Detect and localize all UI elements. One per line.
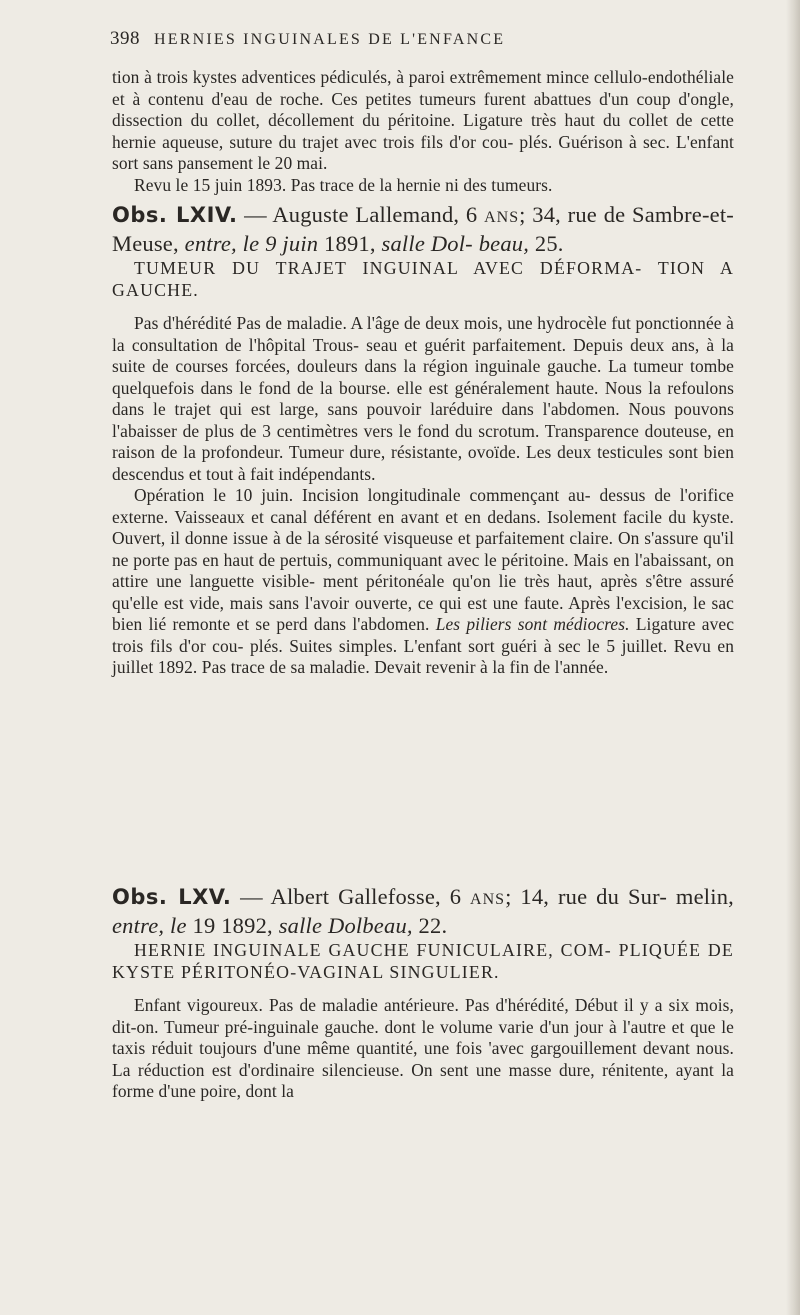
- page-number: 398: [110, 28, 140, 49]
- obs64-title: TUMEUR DU TRAJET INGUINAL AVEC DÉFORMA- TION A GAUCHE.: [112, 258, 734, 300]
- obs64-ans: ans: [484, 202, 520, 227]
- obs64-patient: Auguste Lallemand, 6: [272, 202, 485, 227]
- running-title: HERNIES INGUINALES DE L'ENFANCE: [154, 31, 506, 48]
- obs64-admission: entre, le 9 juin: [184, 230, 319, 256]
- obs64-history: Pas d'hérédité Pas de maladie. A l'âge de deux mois, une hydrocèle fut ponctionnée à la consultation de l'hôpital Trous- seau et guérit parfaitement. Depuis deux ans, à la suite de courses forcées, douleurs dans la région inguinale gauche. La tumeur tombe quelquefois dans le fond de la bourse. elle est généralement haute. Nous la refoulons dans le trajet qui est large, sans pouvoir laréduire dans l'abdomen. Nous pouvons l'abaisser de plus de 3 centimètres vers le fond du scrotum. Transparence douteuse, en raison de la profondeur. Tumeur dure, résistante, ovoïde. Les deux testicules sont bien descendus et tout à fait indépendants.: [112, 313, 734, 484]
- obs65-admission: entre, le: [112, 912, 187, 938]
- obs64-operation-part-a: Opération le 10 juin. Incision longitudinale commençant au- dessus de l'orifice externe. Vaisseaux et canal déférent en avant et en dedans. Isolement facile du kyste. Ouvert, il donne issue à de la sérosité visqueuse et parfaitement claire. On s'assure qu'il ne porte pas en haut de pertuis, communiquant avec le péritoine. Mais en l'abaissant, on attire une languette visible- ment péritonéale qu'on lie très haut, après s'être assuré qu'elle est vide, mais sans l'avoir ouverte, ce qui est une faute. Après l'excision, le sac bien lié remonte et se perd dans l'abdomen.: [112, 485, 734, 634]
- running-head: [110, 28, 730, 50]
- obs64-number: Obs. LXIV.: [112, 203, 238, 227]
- obs65-dash: —: [231, 884, 271, 909]
- obs64-heading: [112, 201, 734, 257]
- obs64-dash: —: [237, 202, 273, 227]
- obs65-bed: 22.: [412, 912, 448, 938]
- obs65-title: HERNIE INGUINALE GAUCHE FUNICULAIRE, COM- PLIQUÉE DE KYSTE PÉRITONÉO-VAGINAL SINGULIER.: [112, 940, 734, 982]
- obs65-heading: [112, 883, 734, 939]
- obs65-ward: salle Dolbeau,: [278, 912, 413, 938]
- obs64-operation: [112, 485, 734, 679]
- obs65-patient: Albert Gallefosse, 6: [270, 884, 471, 909]
- obs64-operation-italic: Les piliers sont médiocres.: [435, 614, 630, 634]
- observation-65: [112, 883, 734, 1103]
- page-edge: [786, 0, 800, 1315]
- obs65-history: Enfant vigoureux. Pas de maladie antérieure. Pas d'hérédité, Début il y a six mois, dit-on. Tumeur pré-inguinale gauche. dont le volume varie d'un jour à l'autre et que le taxis réduit toujours d'une même quantité, une fois 'avec gargouillement devant nous. La réduction est d'ordinaire silencieuse. On sent une masse dure, rénitente, ayant la forme d'une poire, dont la: [112, 995, 734, 1101]
- obs65-ans: ans: [470, 884, 506, 909]
- continued-paragraph: [112, 67, 734, 196]
- obs65-number: Obs. LXV.: [112, 885, 232, 909]
- continued-revu: Revu le 15 juin 1893. Pas trace de la hernie ni des tumeurs.: [134, 174, 553, 195]
- obs64-bed: 25.: [529, 230, 564, 256]
- obs64-operation-part-b: Ligature avec trois fils d'or cou- plés. Suites simples. L'enfant sort guéri à sec le 5 juillet. Revu en juillet 1892. Pas trace de sa maladie. Devait revenir à la fin de l'année.: [112, 614, 735, 677]
- obs64-address: ; 34, rue de Sambre-et-Meuse,: [112, 202, 734, 256]
- obs64-year: 1891,: [318, 230, 382, 256]
- obs64-ward: salle Dol- beau,: [381, 230, 530, 256]
- observation-64: [112, 201, 734, 679]
- obs65-address: ; 14, rue du Sur- melin,: [505, 884, 734, 909]
- obs65-date: 19 1892,: [186, 912, 279, 938]
- continued-text: tion à trois kystes adventices pédiculés, à paroi extrêmement mince cellulo-endothéliale et à contenu d'eau de roche. Ces petites tumeurs furent abattues d'un coup d'ongle, dissection du collet, décollement du péritoine. Ligature très haut du collet de cette hernie aqueuse, suture du trajet avec trois fils d'or cou- plés. Guérison à sec. L'enfant sort sans pansement le 20 mai.: [112, 67, 734, 173]
